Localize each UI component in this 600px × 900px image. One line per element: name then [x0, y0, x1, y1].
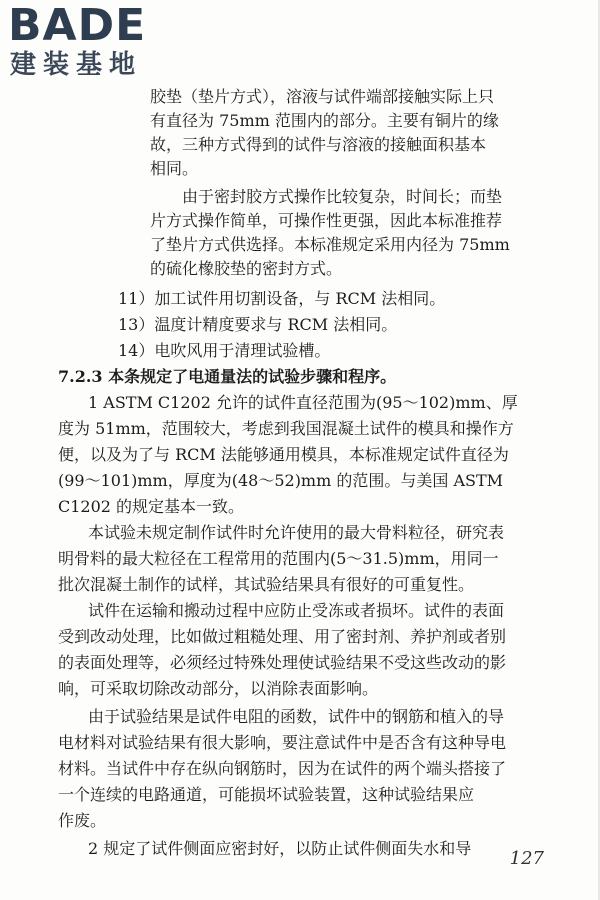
text-line: 作废。	[58, 811, 107, 830]
text-line: 度为 51mm，范围较大，考虑到我国混凝土试件的模具和操作方	[58, 419, 514, 438]
text-line: 1 ASTM C1202 允许的试件直径范围为(95～102)mm、厚	[88, 393, 518, 412]
text-line: 11）加工试件用切割设备，与 RCM 法相同。	[118, 289, 446, 308]
text-line: 便，以及为了与 RCM 法能够通用模具，本标准规定试件直径为	[58, 445, 509, 464]
text-line: 本试验未规定制作试件时允许使用的最大骨料粒径，研究表	[88, 523, 505, 542]
text-line: 胶垫（垫片方式），溶液与试件端部接触实际上只	[150, 87, 495, 106]
text-line: 片方式操作简单，可操作性更强，因此本标准推荐	[150, 211, 503, 230]
text-line: 由于试验结果是试件电阻的函数，试件中的钢筋和植入的导	[88, 707, 505, 726]
text-line: 故，三种方式得到的试件与溶液的接触面积基本	[150, 135, 487, 154]
section-heading: 7.2.3 本条规定了电通量法的试验步骤和程序。	[58, 367, 397, 386]
text-line: 的硫化橡胶垫的密封方式。	[150, 259, 343, 278]
text-line: 13）温度计精度要求与 RCM 法相同。	[118, 315, 398, 334]
bade-logo	[8, 0, 178, 84]
page-number: 127	[509, 848, 544, 869]
text-line: 14）电吹风用于清理试验槽。	[118, 341, 331, 360]
text-line: 一个连续的电路通道，可能损坏试验装置，这种试验结果应	[58, 785, 475, 804]
text-line: 受到改动处理，比如做过粗糙处理、用了密封剂、养护剂或者别	[58, 627, 507, 646]
text-line: 电材料对试验结果有很大影响，要注意试件中是否含有这种导电	[58, 733, 507, 752]
text-line: 2 规定了试件侧面应密封好，以防止试件侧面失水和导	[88, 839, 472, 858]
logo-subtitle: 建装基地	[10, 50, 143, 80]
text-line: 明骨料的最大粒径在工程常用的范围内(5～31.5)mm，用同一	[58, 549, 499, 568]
text-line: 响，可采取切除改动部分，以消除表面影响。	[58, 679, 379, 698]
text-line: 相同。	[150, 159, 199, 178]
text-line: 批次混凝土制作的试样，其试验结果具有很好的可重复性。	[58, 575, 475, 594]
text-line: (99～101)mm，厚度为(48～52)mm 的范围。与美国 ASTM	[58, 471, 504, 490]
text-line: 有直径为 75mm 范围内的部分。主要有铜片的缘	[150, 111, 499, 130]
text-line: 的表面处理等，必须经过特殊处理使试验结果不受这些改动的影	[58, 653, 507, 672]
text-line: 材料。当试件中存在纵向钢筋时，因为在试件的两个端头搭接了	[58, 759, 507, 778]
text-line: 试件在运输和搬动过程中应防止受冻或者损坏。试件的表面	[88, 601, 505, 620]
logo-wordmark: BADE	[8, 0, 147, 51]
text-line: C1202 的规定基本一致。	[58, 497, 245, 516]
text-line: 了垫片方式供选择。本标准规定采用内径为 75mm	[150, 235, 510, 254]
text-line: 由于密封胶方式操作比较复杂，时间长；而垫	[182, 187, 503, 206]
